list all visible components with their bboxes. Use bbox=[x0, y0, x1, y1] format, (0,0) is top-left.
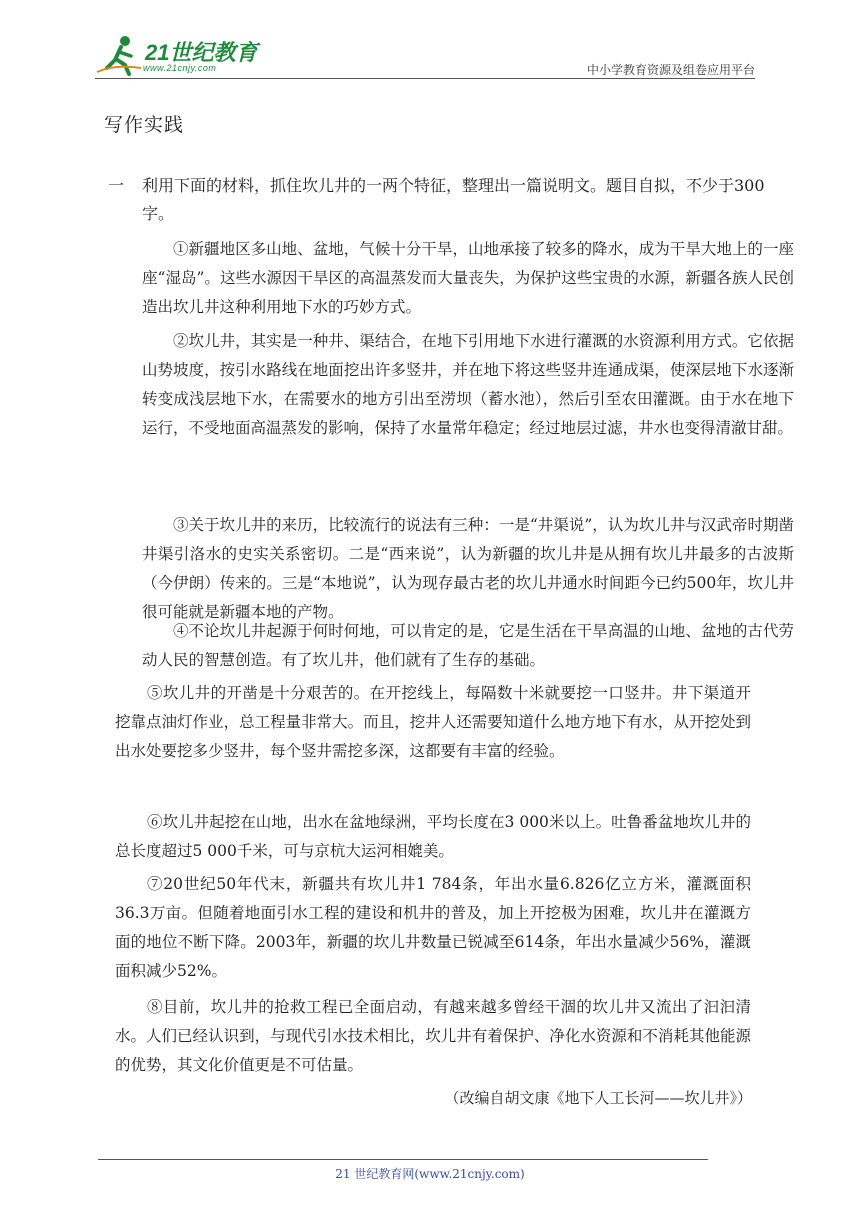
question-text: 利用下面的材料，抓住坎儿井的一两个特征，整理出一篇说明文。题目自拟，不少于300字。 bbox=[142, 176, 765, 223]
runner-logo-icon bbox=[95, 34, 145, 76]
material-paragraph-7: ⑦20世纪50年代末，新疆共有坎儿井1 784条，年出水量6.826亿立方米，灌溉面积36.3万亩。但随着地面引水工程的建设和机井的普及，加上开挖极为困难，坎儿井在灌溉方面的地位不断下降。2003年，新疆的坎儿井数量已锐减至614条，年出水量减少56%，灌溉面积减少52%。 bbox=[115, 875, 751, 980]
material-paragraph-6: ⑥坎儿井起挖在山地，出水在盆地绿洲，平均长度在3 000米以上。吐鲁番盆地坎儿井的总长度超过5 000千米，可与京杭大运河相媲美。 bbox=[115, 813, 751, 860]
material-paragraph-8: ⑧目前，坎儿井的抢救工程已全面启动，有越来越多曾经干涸的坎儿井又流出了汩汩清水。人们已经认识到，与现代引水技术相比，坎儿井有着保护、净化水资源和不消耗其他能源的优势，其文化价值更是不可估量。 bbox=[115, 998, 751, 1074]
material-paragraph-2: ②坎儿井，其实是一种井、渠结合，在地下引用地下水进行灌溉的水资源利用方式。它依据山势坡度，按引水路线在地面挖出许多竖井，并在地下将这些竖井连通成渠，使深层地下水逐渐转变成浅层地下水，在需要水的地方引出至涝坝（蓄水池），然后引至农田灌溉。由于水在地下运行，不受地面高温蒸发的影响，保持了水量常年稳定；经过地层过滤，井水也变得清澈甘甜。 bbox=[142, 332, 794, 437]
material-paragraph-3: ③关于坎儿井的来历，比较流行的说法有三种：一是“井渠说”，认为坎儿井与汉武帝时期凿井渠引洛水的史实关系密切。二是“西来说”，认为新疆的坎儿井是从拥有坎儿井最多的古波斯（今伊朗）传来的。三是“本地说”，认为现存最古老的坎儿井通水时间距今已约500年，坎儿井很可能就是新疆本地的产物。 bbox=[142, 516, 794, 621]
source-citation: （改编自胡文康《地下人工长河——坎儿井》） bbox=[444, 1089, 752, 1107]
page-footer[interactable]: 21 世纪教育网(www.21cnjy.com) bbox=[335, 1167, 525, 1181]
material-paragraph-1: ①新疆地区多山地、盆地，气候十分干旱，山地承接了较多的降水，成为干旱大地上的一座座“湿岛”。这些水源因干旱区的高温蒸发而大量丧失，为保护这些宝贵的水源，新疆各族人民创造出坎儿井这种利用地下水的巧妙方式。 bbox=[142, 240, 794, 316]
logo-url: www.21cnjy.com bbox=[143, 63, 217, 73]
logo-text: 21世纪教育 bbox=[145, 40, 258, 65]
footer-divider bbox=[98, 1159, 708, 1160]
material-paragraph-5: ⑤坎儿井的开凿是十分艰苦的。在开挖线上，每隔数十米就要挖一口竖井。井下渠道开挖靠点油灯作业，总工程量非常大。而且，挖井人还需要知道什么地方地下有水，从开挖处到出水处要挖多少竖井，每个竖井需挖多深，这都要有丰富的经验。 bbox=[115, 684, 751, 760]
section-title: 写作实践 bbox=[104, 114, 185, 136]
header-divider bbox=[95, 78, 755, 79]
question-number: 一 bbox=[108, 176, 125, 195]
header-slogan: 中小学教育资源及组卷应用平台 bbox=[586, 63, 755, 77]
page-header bbox=[95, 30, 755, 78]
material-paragraph-4: ④不论坎儿井起源于何时何地，可以肯定的是，它是生活在干旱高温的山地、盆地的古代劳动人民的智慧创造。有了坎儿井，他们就有了生存的基础。 bbox=[142, 622, 794, 669]
site-logo[interactable] bbox=[95, 34, 265, 76]
